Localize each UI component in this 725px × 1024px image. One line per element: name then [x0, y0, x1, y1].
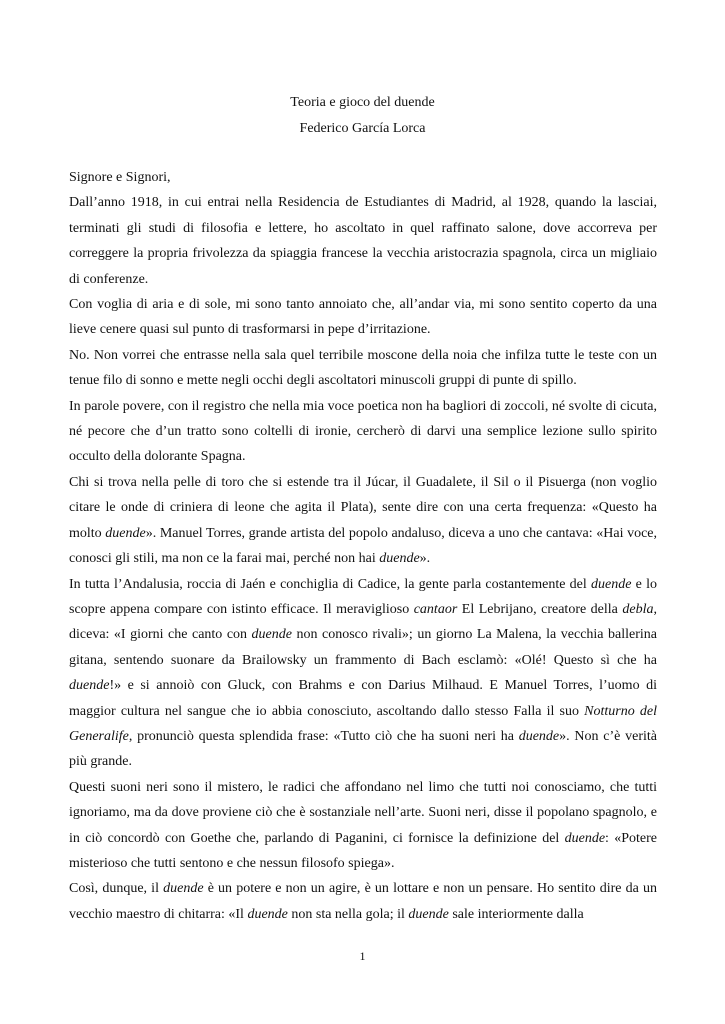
text-segment: No. Non vorrei che entrasse nella sala quel terribile moscone della noia che infilza tutte le teste con un tenue filo di sonno e mette negli occhi degli ascoltatori minuscoli gruppi di punte di spillo.: [69, 347, 657, 389]
text-segment: : «Potere misterioso che tutti sentono e che nessun filosofo spiega».: [69, 830, 658, 871]
italic-term: duende: [591, 576, 632, 592]
body-paragraph: [69, 343, 657, 394]
text-segment: Signore e Signori,: [69, 170, 171, 185]
text-segment: Con voglia di aria e di sole, mi sono tanto annoiato che, all’andar via, mi sono sentito coperto da una lieve cenere quasi sul punto di trasformarsi in pepe d’irritazione.: [69, 297, 657, 338]
text-segment: è un potere e non un agire, è un lottare e non un pensare. Ho sentito dire da un vecchio maestro di chitarra: «Il: [69, 881, 658, 922]
text-segment: Chi si trova nella pelle di toro che si estende tra il Júcar, il Guadalete, il Sil o il Pisuerga (non voglio citare le onde di criniera di leone che agita il Plata), sente dire con una certa frequenza: «Questo ha molto: [69, 474, 657, 541]
italic-term: duende: [251, 627, 292, 643]
text-segment: ».: [419, 551, 431, 567]
text-segment: sale interiormente dalla: [448, 906, 584, 922]
italic-term: duende: [69, 678, 110, 694]
document-author: Federico García Lorca: [299, 121, 426, 136]
text-segment: In parole povere, con il registro che nella mia voce poetica non ha bagliori di zoccoli, né svolte di cicuta, né pecore che d’un tratto sono coltelli di ironie, cercherò di darvi una semplice lezione sullo spirito occulto della dolorante Spagna.: [69, 398, 657, 465]
italic-term: cantaor: [413, 601, 458, 617]
text-segment: e lo scopre appena compare con istinto efficace. Il meraviglioso: [69, 576, 657, 617]
italic-term: debla: [622, 601, 654, 617]
body-paragraph: [69, 470, 657, 572]
body-paragraph: [69, 572, 657, 775]
text-segment: Così, dunque, il: [69, 881, 164, 897]
italic-term: duende: [105, 525, 146, 541]
page-number: 1: [359, 949, 366, 963]
text-segment: In tutta l’Andalusia, roccia di Jaén e conchiglia di Cadice, la gente parla costantemente del: [69, 576, 592, 592]
text-segment: ». Non c’è verità più grande.: [69, 728, 657, 770]
document-title: Teoria e gioco del duende: [290, 95, 435, 110]
text-segment: non conosco rivali»; un giorno La Malena, la vecchia ballerina gitana, sentendo suonare da Brailowsky un frammento di Bach esclamò: «Olé! Questo sì che ha: [69, 627, 658, 668]
body-paragraph: [69, 394, 657, 470]
text-segment: El Lebrijano, creatore della: [457, 601, 623, 617]
text-segment: , diceva: «I giorni che canto con: [69, 601, 657, 643]
text-segment: ». Manuel Torres, grande artista del popolo andaluso, diceva a uno che cantava: «Hai voce, conosci gli stili, ma non ce la farai mai, perché non hai: [69, 525, 658, 567]
document-body: [69, 165, 657, 927]
body-paragraph: [69, 876, 657, 927]
text-segment: , pronunciò questa splendida frase: «Tutto ciò che ha suoni neri ha: [128, 728, 519, 744]
body-paragraph: [69, 165, 657, 190]
italic-term: duende: [518, 728, 560, 744]
text-segment: non sta nella gola; il: [287, 906, 409, 922]
italic-term: duende: [247, 906, 288, 922]
text-segment: Questi suoni neri sono il mistero, le radici che affondano nel limo che tutti noi conosciamo, che tutti ignoriamo, ma da dove proviene ciò che è sostanziale nell’arte. Suoni neri, disse il popolano spagnolo, e in ciò concordò con Goethe che, parlando di Paganini, ci fornisce la definizione del: [69, 779, 657, 846]
body-paragraph: [69, 190, 657, 292]
italic-term: duende: [564, 830, 606, 846]
italic-term: duende: [379, 551, 420, 567]
text-segment: !» e si annoiò con Gluck, con Brahms e con Darius Milhaud. E Manuel Torres, l’uomo di maggior cultura nel sangue che io abbia conosciuto, ascoltando dallo stesso Falla il suo: [69, 678, 657, 719]
italic-term: Notturno del Generalife: [69, 703, 658, 744]
body-paragraph: [69, 775, 657, 877]
body-paragraph: [69, 292, 657, 343]
italic-term: duende: [163, 881, 204, 897]
document-header: [0, 90, 725, 142]
italic-term: duende: [408, 906, 449, 922]
text-segment: Dall’anno 1918, in cui entrai nella Residencia de Estudiantes di Madrid, al 1928, quando la lasciai, terminati gli studi di filosofia e lettere, ho ascoltato in quel raffinato salone, dove accorreva per correggere la propria frivolezza da spiaggia francese la vecchia aristocrazia spagnola, circa un migliaio di conferenze.: [69, 195, 657, 287]
